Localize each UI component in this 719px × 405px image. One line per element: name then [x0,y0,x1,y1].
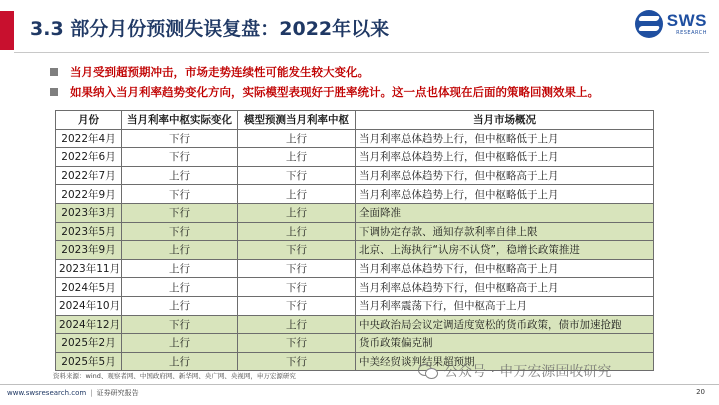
table-row [56,222,654,241]
page-title: 3.3 部分月份预测失误复盘：2022年以来 [30,18,390,40]
cell-predicted: 上行 [238,148,356,167]
cell-predicted: 下行 [238,334,356,353]
logo-main-text: SWS [666,11,707,30]
table-row [56,148,654,167]
cell-actual: 上行 [122,296,238,315]
cell-actual: 上行 [122,278,238,297]
table-row [56,241,654,260]
table-row [56,185,654,204]
cell-overview: 当月利率总体趋势下行，但中枢略高于上月 [356,278,654,297]
cell-overview: 当月利率总体趋势上行，但中枢略低于上月 [356,185,654,204]
square-bullet-icon [50,88,58,96]
column-header-actual: 当月利率中枢实际变化 [122,111,238,130]
cell-month: 2022年9月 [56,185,122,204]
table-row [56,315,654,334]
cell-month: 2023年3月 [56,203,122,222]
cell-predicted: 上行 [238,203,356,222]
cell-month: 2022年4月 [56,129,122,148]
cell-predicted: 下行 [238,259,356,278]
watermark [418,361,611,381]
cell-overview: 全面降准 [356,203,654,222]
cell-actual: 下行 [122,185,238,204]
cell-predicted: 上行 [238,185,356,204]
cell-actual: 下行 [122,129,238,148]
cell-month: 2024年12月 [56,315,122,334]
column-header-predicted: 模型预测当月利率中枢 [238,111,356,130]
bullet-list [50,62,599,102]
table-row [56,129,654,148]
forecast-review-table [55,110,653,371]
cell-month: 2024年5月 [56,278,122,297]
cell-predicted: 下行 [238,352,356,371]
cell-month: 2025年2月 [56,334,122,353]
footer-url[interactable]: www.swsresearch.com [7,389,87,397]
cell-month: 2025年5月 [56,352,122,371]
cell-month: 2024年10月 [56,296,122,315]
cell-predicted: 下行 [238,166,356,185]
cell-overview: 中美经贸谈判结果超预期 [356,352,654,371]
bullet-item [50,62,599,82]
logo-sub-text: RESEARCH [676,30,707,36]
footer-left [7,388,139,398]
cell-overview: 北京、上海执行“认房不认贷”，稳增长政策推进 [356,241,654,260]
bullet-item [50,82,599,102]
table-row [56,334,654,353]
cell-overview: 当月利率震荡下行，但中枢高于上月 [356,296,654,315]
footer-separator: | [90,389,93,397]
cell-actual: 上行 [122,259,238,278]
table-row [56,166,654,185]
cell-overview: 当月利率总体趋势上行，但中枢略低于上月 [356,148,654,167]
cell-month: 2023年5月 [56,222,122,241]
footer-label: 证券研究报告 [96,389,139,397]
table-row [56,203,654,222]
cell-predicted: 上行 [238,315,356,334]
title-accent-bar [0,11,14,50]
watermark-text: 公众号 · 申万宏源固收研究 [444,364,612,380]
cell-actual: 下行 [122,148,238,167]
table-header-row [56,111,654,130]
cell-overview: 当月利率总体趋势下行，但中枢略高于上月 [356,259,654,278]
cell-actual: 上行 [122,352,238,371]
logo-text [667,12,707,36]
bullet-text: 如果纳入当月利率趋势变化方向，实际模型表现好于胜率统计。这一点也体现在后面的策略回测效果上。 [70,85,599,99]
cell-actual: 上行 [122,166,238,185]
square-bullet-icon [50,68,58,76]
cell-predicted: 下行 [238,296,356,315]
cell-month: 2023年9月 [56,241,122,260]
bullet-text: 当月受到超预期冲击，市场走势连续性可能发生较大变化。 [70,65,369,79]
cell-actual: 下行 [122,315,238,334]
cell-overview: 下调协定存款、通知存款利率自律上限 [356,222,654,241]
cell-actual: 下行 [122,203,238,222]
table-row [56,278,654,297]
sws-logo-icon [635,10,663,38]
cell-month: 2023年11月 [56,259,122,278]
cell-actual: 上行 [122,241,238,260]
footer-divider [0,384,719,385]
cell-overview: 当月利率总体趋势下行，但中枢略高于上月 [356,166,654,185]
sws-logo [635,10,707,38]
cell-predicted: 下行 [238,278,356,297]
cell-month: 2022年6月 [56,148,122,167]
wechat-icon [418,363,438,379]
title-divider [14,52,709,53]
cell-overview: 货币政策偏克制 [356,334,654,353]
table-row [56,296,654,315]
cell-overview: 中央政治局会议定调适度宽松的货币政策，债市加速抢跑 [356,315,654,334]
cell-actual: 上行 [122,334,238,353]
column-header-month: 月份 [56,111,122,130]
cell-predicted: 上行 [238,222,356,241]
source-note: 资料来源：wind、观察者网、中国政府网、新华网、央广网、央视网，申万宏源研究 [53,372,296,380]
table-row [56,259,654,278]
cell-predicted: 上行 [238,129,356,148]
table-body [56,129,654,371]
column-header-overview: 当月市场概况 [356,111,654,130]
cell-actual: 下行 [122,222,238,241]
page-number: 20 [696,388,705,396]
cell-overview: 当月利率总体趋势上行，但中枢略低于上月 [356,129,654,148]
cell-month: 2022年7月 [56,166,122,185]
cell-predicted: 下行 [238,241,356,260]
